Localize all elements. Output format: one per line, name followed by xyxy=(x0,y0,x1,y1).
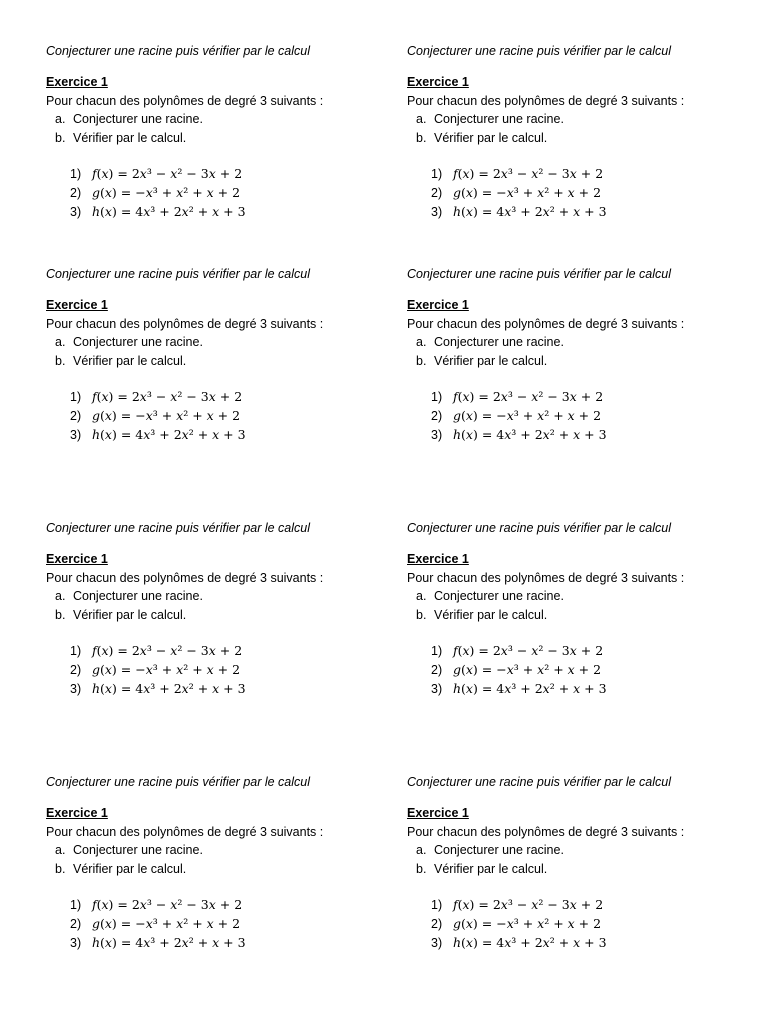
task-marker: a. xyxy=(416,843,427,858)
polynomial-number: 1) xyxy=(70,167,82,182)
task-item xyxy=(407,606,747,625)
polynomial-number: 1) xyxy=(431,644,443,659)
task-list xyxy=(46,841,386,878)
polynomial-item xyxy=(407,165,747,184)
polynomial-list xyxy=(407,642,747,698)
polynomial-expression: 𝑔(𝑥) = −𝑥³ + 𝑥² + 𝑥 + 2 xyxy=(453,185,602,201)
task-text: Conjecturer une racine. xyxy=(434,112,564,127)
polynomial-item xyxy=(46,184,386,203)
polynomial-item xyxy=(407,661,747,680)
polynomial-expression: ℎ(𝑥) = 4𝑥³ + 2𝑥² + 𝑥 + 3 xyxy=(453,935,607,951)
task-text: Vérifier par le calcul. xyxy=(73,607,187,622)
polynomial-number: 1) xyxy=(431,898,443,913)
polynomial-item xyxy=(407,934,747,953)
card-title: Conjecturer une racine puis vérifier par le calcul xyxy=(407,521,672,535)
exercise-heading: Exercice 1 xyxy=(46,552,108,567)
task-list xyxy=(46,333,386,370)
polynomial-item xyxy=(46,661,386,680)
polynomial-expression: 𝑔(𝑥) = −𝑥³ + 𝑥² + 𝑥 + 2 xyxy=(92,408,241,424)
polynomial-number: 2) xyxy=(70,186,82,201)
polynomial-expression: 𝑔(𝑥) = −𝑥³ + 𝑥² + 𝑥 + 2 xyxy=(92,185,241,201)
polynomial-expression: 𝑔(𝑥) = −𝑥³ + 𝑥² + 𝑥 + 2 xyxy=(453,408,602,424)
task-text: Conjecturer une racine. xyxy=(434,843,564,858)
exercise-card xyxy=(407,265,747,445)
polynomial-list xyxy=(407,165,747,221)
exercise-heading: Exercice 1 xyxy=(46,806,108,821)
polynomial-number: 2) xyxy=(70,917,82,932)
polynomial-expression: 𝑔(𝑥) = −𝑥³ + 𝑥² + 𝑥 + 2 xyxy=(92,662,241,678)
polynomial-number: 3) xyxy=(431,682,443,697)
instruction-text: Pour chacun des polynômes de degré 3 suivants : xyxy=(46,824,324,839)
polynomial-number: 3) xyxy=(431,205,443,220)
task-marker: b. xyxy=(55,353,66,368)
polynomial-expression: ℎ(𝑥) = 4𝑥³ + 2𝑥² + 𝑥 + 3 xyxy=(453,204,607,220)
polynomial-number: 3) xyxy=(431,428,443,443)
task-text: Conjecturer une racine. xyxy=(434,335,564,350)
exercise-card xyxy=(46,42,386,222)
task-marker: a. xyxy=(55,335,66,350)
task-item xyxy=(407,333,747,352)
polynomial-item xyxy=(46,680,386,699)
task-item xyxy=(407,860,747,879)
polynomial-item xyxy=(46,165,386,184)
polynomial-number: 1) xyxy=(70,644,82,659)
polynomial-number: 2) xyxy=(431,663,443,678)
polynomial-item xyxy=(407,203,747,222)
task-marker: b. xyxy=(416,130,427,145)
polynomial-expression: ℎ(𝑥) = 4𝑥³ + 2𝑥² + 𝑥 + 3 xyxy=(92,681,246,697)
polynomial-number: 1) xyxy=(431,390,443,405)
task-text: Vérifier par le calcul. xyxy=(434,861,548,876)
polynomial-expression: ℎ(𝑥) = 4𝑥³ + 2𝑥² + 𝑥 + 3 xyxy=(92,204,246,220)
task-item xyxy=(46,110,386,129)
polynomial-item xyxy=(407,426,747,445)
polynomial-expression: 𝑓(𝑥) = 2𝑥³ − 𝑥² − 3𝑥 + 2 xyxy=(453,897,604,913)
card-title: Conjecturer une racine puis vérifier par le calcul xyxy=(46,775,311,789)
polynomial-item xyxy=(407,896,747,915)
task-marker: a. xyxy=(416,112,427,127)
exercise-card xyxy=(407,519,747,699)
card-title: Conjecturer une racine puis vérifier par le calcul xyxy=(46,44,311,58)
instruction-text: Pour chacun des polynômes de degré 3 suivants : xyxy=(46,316,324,331)
task-item xyxy=(46,333,386,352)
polynomial-number: 2) xyxy=(431,186,443,201)
exercise-heading: Exercice 1 xyxy=(46,75,108,90)
instruction-text: Pour chacun des polynômes de degré 3 suivants : xyxy=(407,570,685,585)
polynomial-item xyxy=(407,680,747,699)
task-item xyxy=(407,587,747,606)
polynomial-number: 3) xyxy=(70,205,82,220)
polynomial-number: 1) xyxy=(70,390,82,405)
instruction-text: Pour chacun des polynômes de degré 3 suivants : xyxy=(46,570,324,585)
polynomial-number: 1) xyxy=(431,167,443,182)
task-text: Conjecturer une racine. xyxy=(73,843,203,858)
task-marker: a. xyxy=(55,112,66,127)
exercise-heading: Exercice 1 xyxy=(407,298,469,313)
task-marker: a. xyxy=(55,589,66,604)
exercise-card xyxy=(46,773,386,953)
task-item xyxy=(46,587,386,606)
polynomial-item xyxy=(46,896,386,915)
task-marker: b. xyxy=(55,130,66,145)
polynomial-expression: 𝑓(𝑥) = 2𝑥³ − 𝑥² − 3𝑥 + 2 xyxy=(92,897,243,913)
polynomial-item xyxy=(407,184,747,203)
polynomial-expression: ℎ(𝑥) = 4𝑥³ + 2𝑥² + 𝑥 + 3 xyxy=(453,681,607,697)
task-text: Conjecturer une racine. xyxy=(73,589,203,604)
polynomial-expression: 𝑓(𝑥) = 2𝑥³ − 𝑥² − 3𝑥 + 2 xyxy=(453,643,604,659)
exercise-heading: Exercice 1 xyxy=(46,298,108,313)
polynomial-item xyxy=(407,915,747,934)
polynomial-number: 3) xyxy=(70,936,82,951)
polynomial-item xyxy=(46,915,386,934)
polynomial-expression: 𝑔(𝑥) = −𝑥³ + 𝑥² + 𝑥 + 2 xyxy=(92,916,241,932)
polynomial-number: 2) xyxy=(431,409,443,424)
task-marker: b. xyxy=(55,861,66,876)
exercise-card xyxy=(407,773,747,953)
card-title: Conjecturer une racine puis vérifier par le calcul xyxy=(46,521,311,535)
polynomial-item xyxy=(46,642,386,661)
instruction-text: Pour chacun des polynômes de degré 3 suivants : xyxy=(407,824,685,839)
task-marker: a. xyxy=(55,843,66,858)
task-item xyxy=(46,606,386,625)
polynomial-number: 2) xyxy=(431,917,443,932)
task-list xyxy=(46,110,386,147)
instruction-text: Pour chacun des polynômes de degré 3 suivants : xyxy=(46,93,324,108)
task-text: Vérifier par le calcul. xyxy=(73,353,187,368)
task-marker: b. xyxy=(416,353,427,368)
task-item xyxy=(46,860,386,879)
exercise-card xyxy=(46,519,386,699)
task-text: Conjecturer une racine. xyxy=(73,335,203,350)
polynomial-expression: ℎ(𝑥) = 4𝑥³ + 2𝑥² + 𝑥 + 3 xyxy=(453,427,607,443)
task-item xyxy=(46,841,386,860)
exercise-heading: Exercice 1 xyxy=(407,552,469,567)
exercise-heading: Exercice 1 xyxy=(407,75,469,90)
task-text: Vérifier par le calcul. xyxy=(434,130,548,145)
task-list xyxy=(407,841,747,878)
polynomial-expression: ℎ(𝑥) = 4𝑥³ + 2𝑥² + 𝑥 + 3 xyxy=(92,427,246,443)
polynomial-item xyxy=(46,426,386,445)
task-item xyxy=(407,352,747,371)
polynomial-expression: 𝑓(𝑥) = 2𝑥³ − 𝑥² − 3𝑥 + 2 xyxy=(453,166,604,182)
polynomial-item xyxy=(407,388,747,407)
polynomial-item xyxy=(407,407,747,426)
task-list xyxy=(46,587,386,624)
task-marker: a. xyxy=(416,589,427,604)
task-item xyxy=(46,352,386,371)
task-item xyxy=(407,129,747,148)
card-title: Conjecturer une racine puis vérifier par le calcul xyxy=(407,775,672,789)
polynomial-list xyxy=(407,388,747,444)
exercise-card xyxy=(46,265,386,445)
task-text: Conjecturer une racine. xyxy=(434,589,564,604)
card-title: Conjecturer une racine puis vérifier par le calcul xyxy=(407,44,672,58)
polynomial-number: 3) xyxy=(431,936,443,951)
polynomial-number: 3) xyxy=(70,428,82,443)
polynomial-expression: 𝑓(𝑥) = 2𝑥³ − 𝑥² − 3𝑥 + 2 xyxy=(92,166,243,182)
polynomial-item xyxy=(46,934,386,953)
polynomial-number: 1) xyxy=(70,898,82,913)
polynomial-item xyxy=(46,203,386,222)
polynomial-item xyxy=(46,407,386,426)
task-item xyxy=(46,129,386,148)
task-marker: b. xyxy=(416,861,427,876)
card-title: Conjecturer une racine puis vérifier par le calcul xyxy=(407,267,672,281)
task-item xyxy=(407,841,747,860)
task-text: Vérifier par le calcul. xyxy=(434,353,548,368)
task-item xyxy=(407,110,747,129)
task-text: Vérifier par le calcul. xyxy=(73,130,187,145)
task-text: Conjecturer une racine. xyxy=(73,112,203,127)
polynomial-number: 3) xyxy=(70,682,82,697)
task-list xyxy=(407,333,747,370)
polynomial-list xyxy=(46,642,386,698)
instruction-text: Pour chacun des polynômes de degré 3 suivants : xyxy=(407,316,685,331)
polynomial-expression: 𝑔(𝑥) = −𝑥³ + 𝑥² + 𝑥 + 2 xyxy=(453,662,602,678)
task-text: Vérifier par le calcul. xyxy=(434,607,548,622)
polynomial-expression: 𝑔(𝑥) = −𝑥³ + 𝑥² + 𝑥 + 2 xyxy=(453,916,602,932)
polynomial-item xyxy=(46,388,386,407)
task-marker: b. xyxy=(416,607,427,622)
card-title: Conjecturer une racine puis vérifier par le calcul xyxy=(46,267,311,281)
task-text: Vérifier par le calcul. xyxy=(73,861,187,876)
task-list xyxy=(407,587,747,624)
polynomial-expression: 𝑓(𝑥) = 2𝑥³ − 𝑥² − 3𝑥 + 2 xyxy=(92,389,243,405)
polynomial-list xyxy=(46,896,386,952)
exercise-card xyxy=(407,42,747,222)
polynomial-expression: 𝑓(𝑥) = 2𝑥³ − 𝑥² − 3𝑥 + 2 xyxy=(453,389,604,405)
polynomial-list xyxy=(407,896,747,952)
instruction-text: Pour chacun des polynômes de degré 3 suivants : xyxy=(407,93,685,108)
polynomial-number: 2) xyxy=(70,409,82,424)
exercise-heading: Exercice 1 xyxy=(407,806,469,821)
polynomial-expression: 𝑓(𝑥) = 2𝑥³ − 𝑥² − 3𝑥 + 2 xyxy=(92,643,243,659)
task-marker: b. xyxy=(55,607,66,622)
task-list xyxy=(407,110,747,147)
polynomial-list xyxy=(46,388,386,444)
polynomial-list xyxy=(46,165,386,221)
task-marker: a. xyxy=(416,335,427,350)
polynomial-number: 2) xyxy=(70,663,82,678)
polynomial-expression: ℎ(𝑥) = 4𝑥³ + 2𝑥² + 𝑥 + 3 xyxy=(92,935,246,951)
polynomial-item xyxy=(407,642,747,661)
